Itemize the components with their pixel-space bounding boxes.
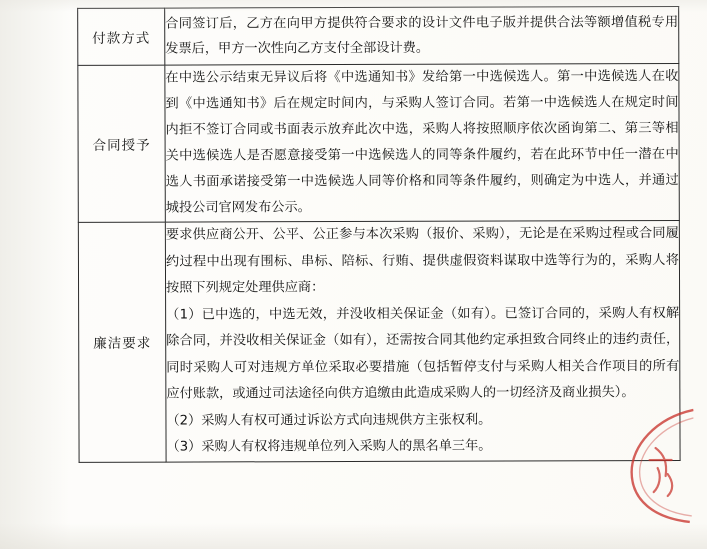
row-label-payment-method: 付款方式 — [78, 8, 165, 65]
row-label-contract-award: 合同授予 — [78, 65, 165, 222]
paragraph: （3）采购人有权将违规单位列入采购人的黑名单三年。 — [166, 438, 492, 455]
contract-terms-table — [77, 6, 680, 462]
paragraph: （2）采购人有权可通过诉讼方式向违规供方主张权利。 — [166, 412, 492, 429]
table-row — [78, 63, 679, 222]
paragraph: 合同签订后，乙方在向甲方提供符合要求的设计文件电子版并提供合法等额增值税专用发票后，甲方一次性向乙方支付全部设计费。 — [165, 14, 679, 57]
paragraph: 在中选公示结束无异议后将《中选通知书》发给第一中选候选人。第一中选候选人在收到《中选通知书》后在规定时间内，与采购人签订合同。若第一中选候选人在规定时间内拒不签订合同或书面表示放弃此次中选，采购人将按照顺序依次函询第二、第三等相关中选候选人是否愿意接受第一中选候选人的同等条件履约，若在此环节中任一潜在中选人书面承诺接受第一中选候选人同等价格和同等条件履约，则确定为中选人，并通过城投公司官网发布公示。 — [165, 68, 679, 216]
paragraph: 要求供应商公开、公平、公正参与本次采购（报价、采购），无论是在采购过程或合同履约过程中出现有围标、串标、陪标、行贿、提供虚假资料谋取中选等行为的，采购人将按照下列规定处理供应商： — [165, 225, 679, 296]
row-label-integrity-requirements: 廉洁要求 — [78, 222, 166, 462]
row-content-integrity-requirements — [165, 220, 680, 461]
row-content-payment-method — [165, 6, 679, 65]
paragraph: （1）已中选的，中选无效，并没收相关保证金（如有）。已签订合同的，采购人有权解除合同，并没收相关保证金（如有），还需按合同其他约定承担致合同终止的违约责任，同时采购人可对违规方单位采取必要措施（包括暂停支付与采购人相关合作项目的所有应付账款，或通过司法途径向供方追缴由此造成采购人的一切经济及商业损失）。 — [166, 305, 680, 402]
table-row — [78, 6, 679, 65]
table-row — [78, 220, 680, 461]
row-content-contract-award — [165, 63, 679, 222]
